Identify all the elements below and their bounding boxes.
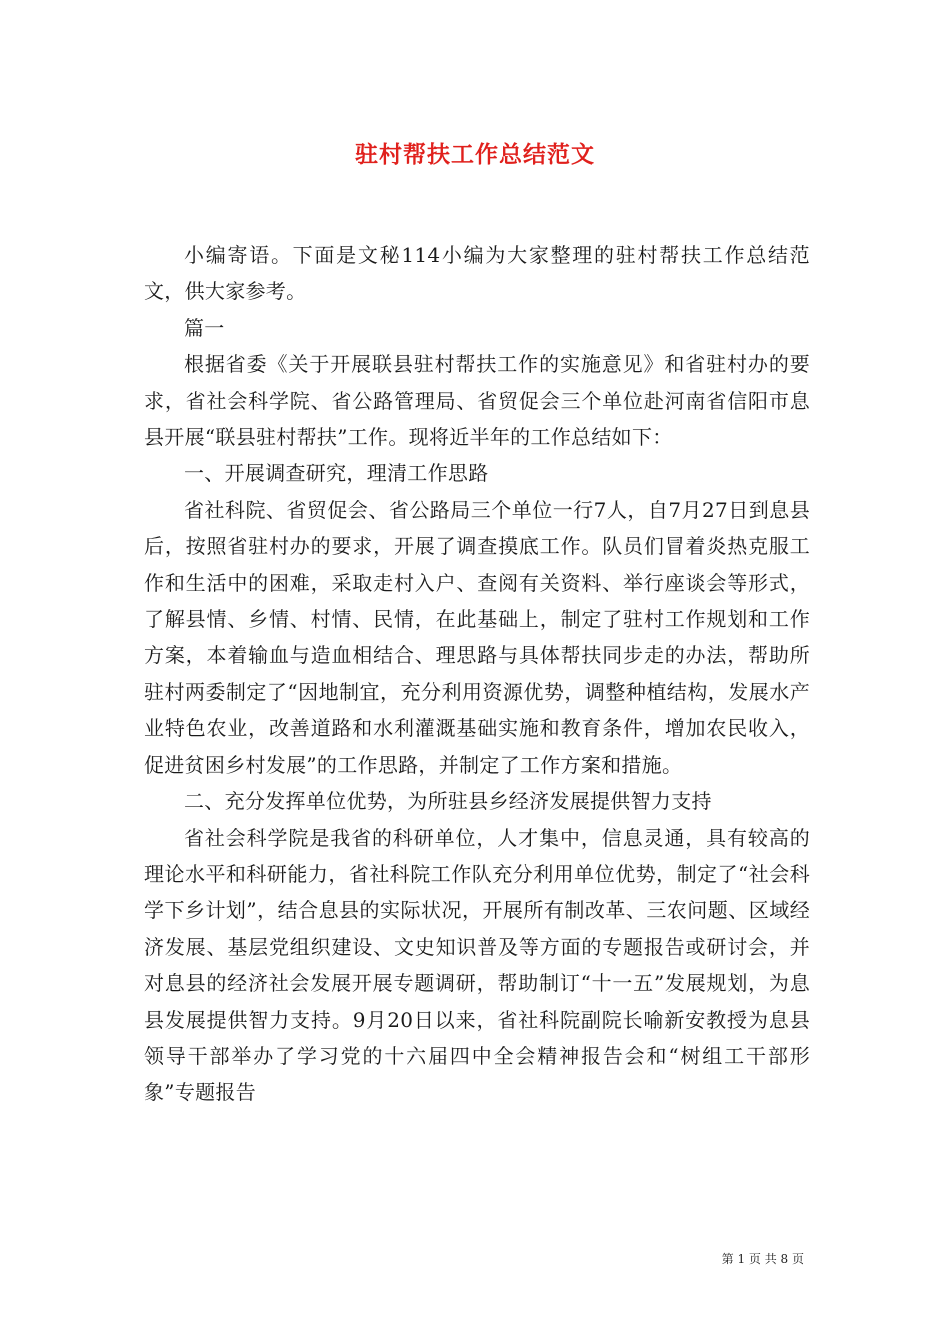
page-number: 第 1 页 共 8 页	[721, 1252, 804, 1266]
document-body	[144, 237, 810, 1111]
paragraph-background: 根据省委《关于开展联县驻村帮扶工作的实施意见》和省驻村办的要求，省社会科学院、省公路管理局、省贸促会三个单位赴河南省信阳市息县开展“联县驻村帮扶”工作。现将近半年的工作总结如下：	[144, 352, 810, 450]
paragraph-section-label: 篇一	[184, 315, 225, 340]
paragraph-research: 省社科院、省贸促会、省公路局三个单位一行7人，自7月27日到息县后，按照省驻村办的要求，开展了调查摸底工作。队员们冒着炎热克服工作和生活中的困难，采取走村入户、查阅有关资料、举行座谈会等形式，了解县情、乡情、村情、民情，在此基础上，制定了驻村工作规划和工作方案，本着输血与造血相结合、理思路与具体帮扶同步走的办法，帮助所驻村两委制定了“因地制宜，充分利用资源优势，调整种植结构，发展水产业特色农业，改善道路和水利灌溉基础实施和教育条件，增加农民收入，促进贫困乡村发展”的工作思路，并制定了工作方案和措施。	[144, 497, 810, 777]
paragraph-heading-2: 二、充分发挥单位优势，为所驻县乡经济发展提供智力支持	[184, 789, 712, 814]
paragraph-academy: 省社会科学院是我省的科研单位，人才集中，信息灵通，具有较高的理论水平和科研能力，省社科院工作队充分利用单位优势，制定了“社会科学下乡计划”，结合息县的实际状况，开展所有制改革、三农问题、区域经济发展、基层党组织建设、文史知识普及等方面的专题报告或研讨会，并对息县的经济社会发展开展专题调研，帮助制订“十一五”发展规划，为息县发展提供智力支持。9月20日以来，省社科院副院长喻新安教授为息县领导干部举办了学习党的十六届四中全会精神报告会和“树组工干部形象”专题报告	[144, 825, 810, 1105]
document-title: 驻村帮扶工作总结范文	[355, 142, 595, 168]
paragraph-heading-1: 一、开展调查研究，理清工作思路	[184, 461, 489, 486]
paragraph-intro: 小编寄语。下面是文秘114小编为大家整理的驻村帮扶工作总结范文，供大家参考。	[144, 243, 810, 304]
